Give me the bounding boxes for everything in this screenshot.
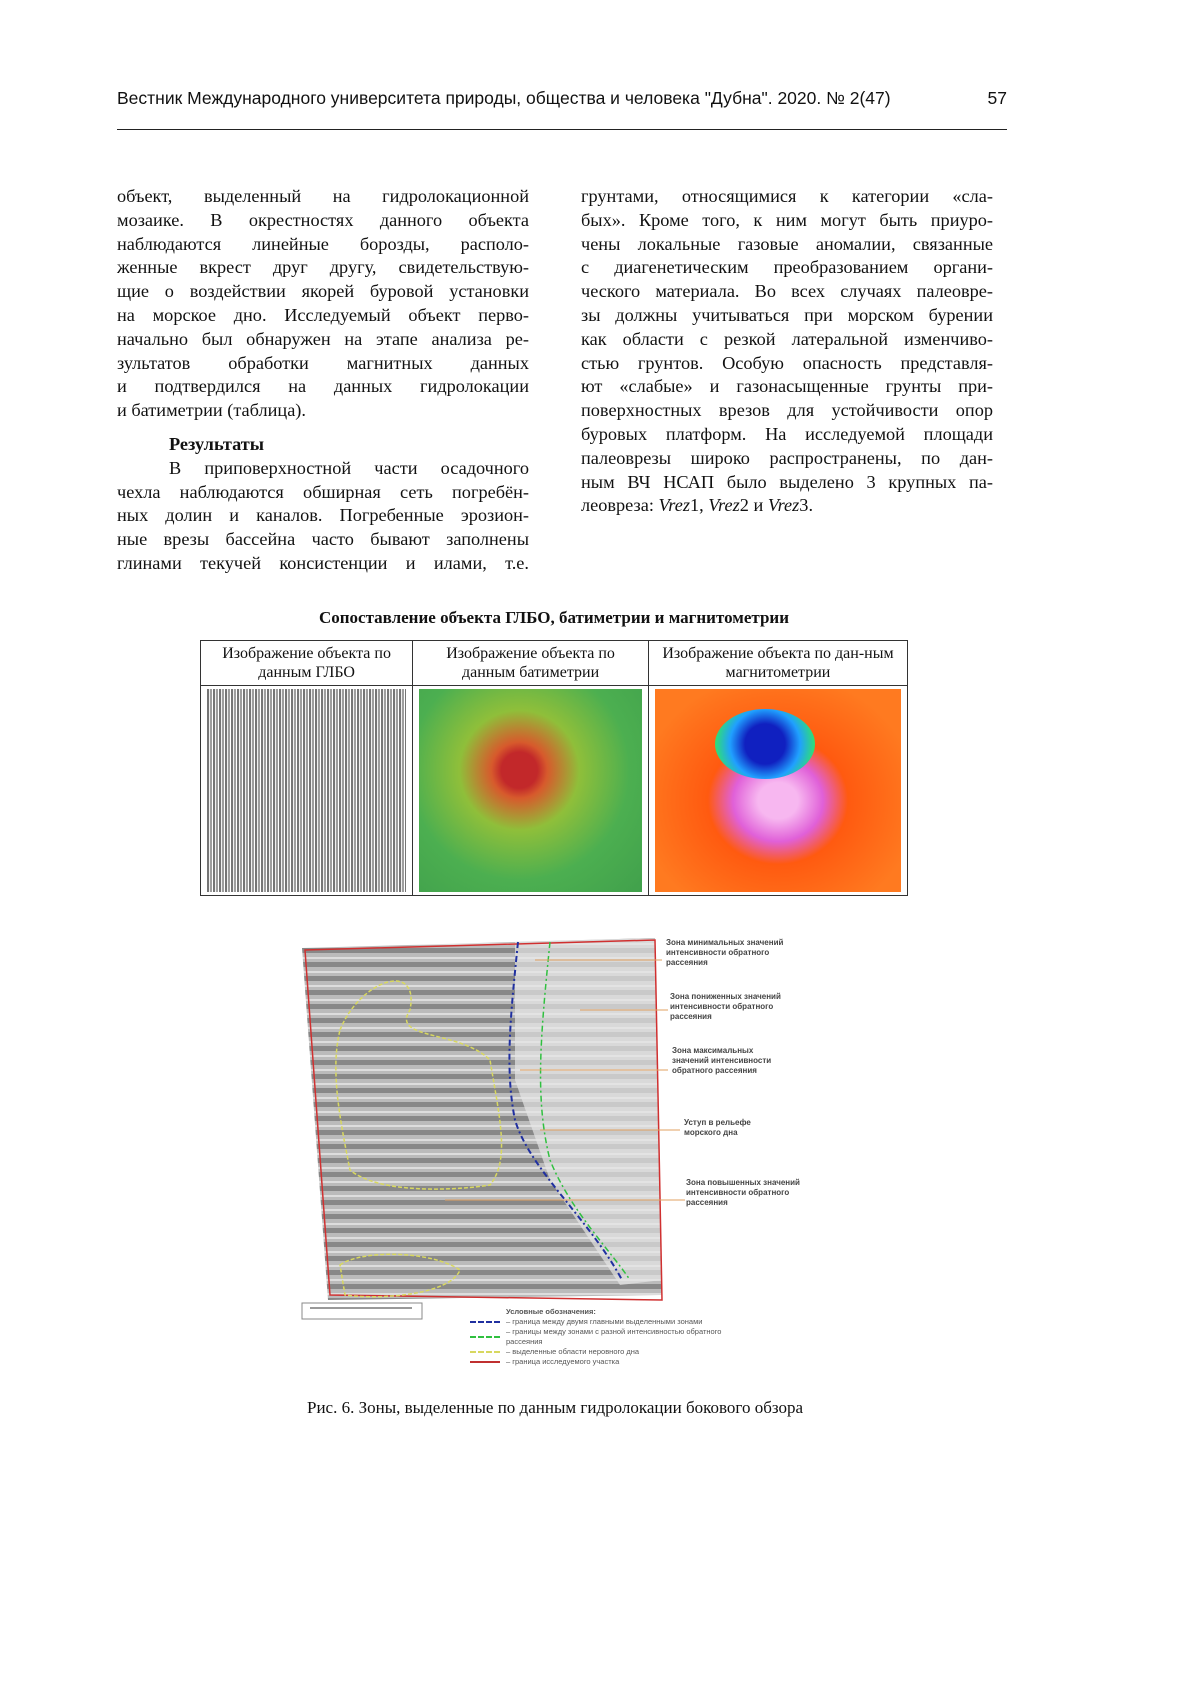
text-line: как области с резкой латеральной изменчиво- — [581, 328, 993, 352]
left-column — [117, 185, 529, 576]
bathymetry-image — [419, 689, 642, 892]
text-line: глинами текучей консистенции и илами, т.е. — [117, 552, 529, 576]
text-line: бых». Кроме того, к ним могут быть приуро- — [581, 209, 993, 233]
page-number: 57 — [988, 88, 1007, 109]
annotation: Зона максимальных значений интенсивности обратного рассеяния — [672, 1046, 792, 1076]
text-line: В приповерхностной части осадочного — [117, 457, 529, 481]
text-line: ным ВЧ НСАП было выделено 3 крупных па- — [581, 471, 993, 495]
text-line: и батиметрии (таблица). — [117, 399, 529, 423]
header-rule — [117, 129, 1007, 130]
legend-swatch — [470, 1321, 500, 1323]
text-line: щие о воздействии якорей буровой установки — [117, 280, 529, 304]
text-line: начально был обнаружен на этапе анализа ре- — [117, 328, 529, 352]
text-line: ных долин и каналов. Погребенные эрозион- — [117, 504, 529, 528]
magnetometry-image — [655, 689, 901, 892]
legend-swatch — [470, 1361, 500, 1363]
text-line: поверхностных врезов для устойчивости опор — [581, 399, 993, 423]
annotation: Зона пониженных значений интенсивности обратного рассеяния — [670, 992, 800, 1022]
sonar-mosaic-figure — [300, 920, 840, 1330]
legend-label: – граница между двумя главными выделенными зонами — [506, 1317, 702, 1327]
running-header — [117, 88, 1007, 109]
table-header: Изображение объекта по данным батиметрии — [413, 641, 649, 686]
text-line: на морское дно. Исследуемый объект перво- — [117, 304, 529, 328]
text-line: и подтвердился на данных гидролокации — [117, 375, 529, 399]
text-line: леовреза: Vrez1, Vrez2 и Vrez3. — [581, 494, 993, 518]
figure-legend — [470, 1307, 726, 1367]
text-line: зы должны учитываться при морском бурении — [581, 304, 993, 328]
legend-label: – выделенные области неровного дна — [506, 1347, 639, 1357]
text-line: грунтами, относящимися к категории «сла- — [581, 185, 993, 209]
text-line: чехла наблюдаются обширная сеть погребён- — [117, 481, 529, 505]
figure-caption: Рис. 6. Зоны, выделенные по данным гидролокации бокового обзора — [0, 1398, 1110, 1418]
legend-swatch — [470, 1351, 500, 1353]
legend-title: Условные обозначения: — [506, 1307, 726, 1317]
table-header: Изображение объекта по дан-ным магнитометрии — [648, 641, 907, 686]
text-line: женные вкрест друг другу, свидетельствую- — [117, 256, 529, 280]
table-caption: Сопоставление объекта ГЛБО, батиметрии и магнитометрии — [200, 608, 908, 628]
legend-label: – границы между зонами с разной интенсивностью обратного рассеяния — [506, 1327, 726, 1347]
table-header: Изображение объекта по данным ГЛБО — [201, 641, 413, 686]
text-line: наблюдаются линейные борозды, располо- — [117, 233, 529, 257]
sonar-image — [207, 689, 406, 892]
journal-title: Вестник Международного университета природы, общества и человека "Дубна". 2020. № 2(47) — [117, 88, 891, 109]
text-line: с диагенетическим преобразованием органи- — [581, 256, 993, 280]
right-column — [581, 185, 993, 518]
results-heading: Результаты — [117, 433, 529, 457]
text-line: ные врезы бассейна часто бывают заполнены — [117, 528, 529, 552]
legend-swatch — [470, 1336, 500, 1338]
annotation: Зона минимальных значений интенсивности обратного рассеяния — [666, 938, 786, 968]
text-line: стью грунтов. Особую опасность представля- — [581, 352, 993, 376]
text-line: объект, выделенный на гидролокационной — [117, 185, 529, 209]
text-line: палеоврезы широко распространены, по дан- — [581, 447, 993, 471]
annotation: Зона повышенных значений интенсивности обратного рассеяния — [686, 1178, 816, 1208]
text-line: ческого материала. Во всех случаях палеовре- — [581, 280, 993, 304]
comparison-table — [200, 640, 908, 896]
text-line: мозаике. В окрестностях данного объекта — [117, 209, 529, 233]
text-line: чены локальные газовые аномалии, связанные — [581, 233, 993, 257]
legend-label: – граница исследуемого участка — [506, 1357, 619, 1367]
text-line: буровых платформ. На исследуемой площади — [581, 423, 993, 447]
text-line: ют «слабые» и газонасыщенные грунты при- — [581, 375, 993, 399]
annotation: Уступ в рельефе морского дна — [684, 1118, 774, 1138]
text-line: зультатов обработки магнитных данных — [117, 352, 529, 376]
